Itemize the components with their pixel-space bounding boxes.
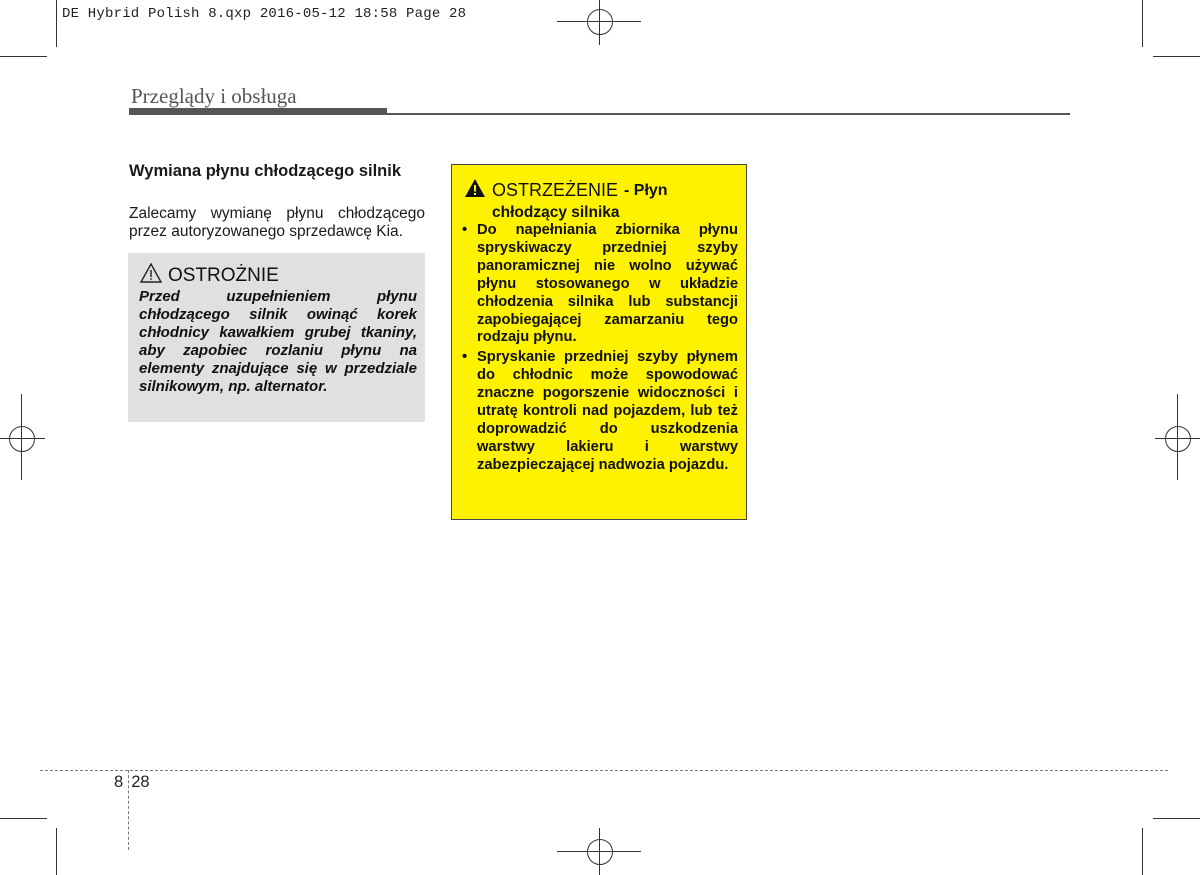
coolant-heading: Wymiana płynu chłodzącego silnik: [129, 162, 402, 180]
coolant-body: Zalecamy wymianę płynu chłodzącego przez autoryzowanego sprzedawcę Kia.: [129, 205, 425, 240]
header-rule-thin: [387, 113, 1070, 115]
warning-box: [451, 164, 747, 520]
page-number-value: 28: [131, 773, 150, 791]
warning-triangle-icon: [464, 178, 486, 203]
warning-title-suffix: - Płyn: [624, 181, 668, 199]
page-number: [114, 773, 150, 792]
header-rule-thick: [129, 108, 387, 115]
warning-title: [464, 178, 736, 222]
caution-triangle-icon: [140, 263, 162, 289]
caution-box: [128, 253, 425, 422]
warning-list: [460, 222, 738, 477]
caution-title: [140, 263, 279, 289]
list-item: • Do napełniania zbiornika płynu spryskiwaczy przedniej szyby panoramicznej nie wolno używać płynu stosowanego w układzie chłodzenia silnika lub substancji zapobiegającej zamarzaniu tego rodzaju płynu.: [460, 222, 738, 347]
print-slug: DE Hybrid Polish 8.qxp 2016-05-12 18:58 Page 28: [62, 6, 467, 22]
warning-title-text: OSTRZEŻENIE: [492, 180, 619, 200]
warning-title-line2: chłodzący silnika: [492, 204, 620, 221]
caution-body: Przed uzupełnieniem płynu chłodzącego silnik owinąć korek chłodnicy kawałkiem grubej tkaniny, aby zapobiec rozlaniu płynu na elementy znajdujące się w przedziale silnikowym, np. alternator.: [139, 288, 417, 395]
chapter-number: 8: [114, 773, 124, 791]
footer-rule: [40, 770, 1168, 771]
section-title: Przeglądy i obsługa: [131, 84, 297, 108]
caution-title-text: OSTROŻNIE: [168, 265, 279, 286]
list-item: • Spryskanie przedniej szyby płynem do chłodnic może spowodować znaczne pogorszenie widoczności i utratę kontroli nad pojazdem, lub też doprowadzić do uszkodzenia warstwy lakieru i warstwy zabezpieczającej nadwozia pojazdu.: [460, 349, 738, 474]
